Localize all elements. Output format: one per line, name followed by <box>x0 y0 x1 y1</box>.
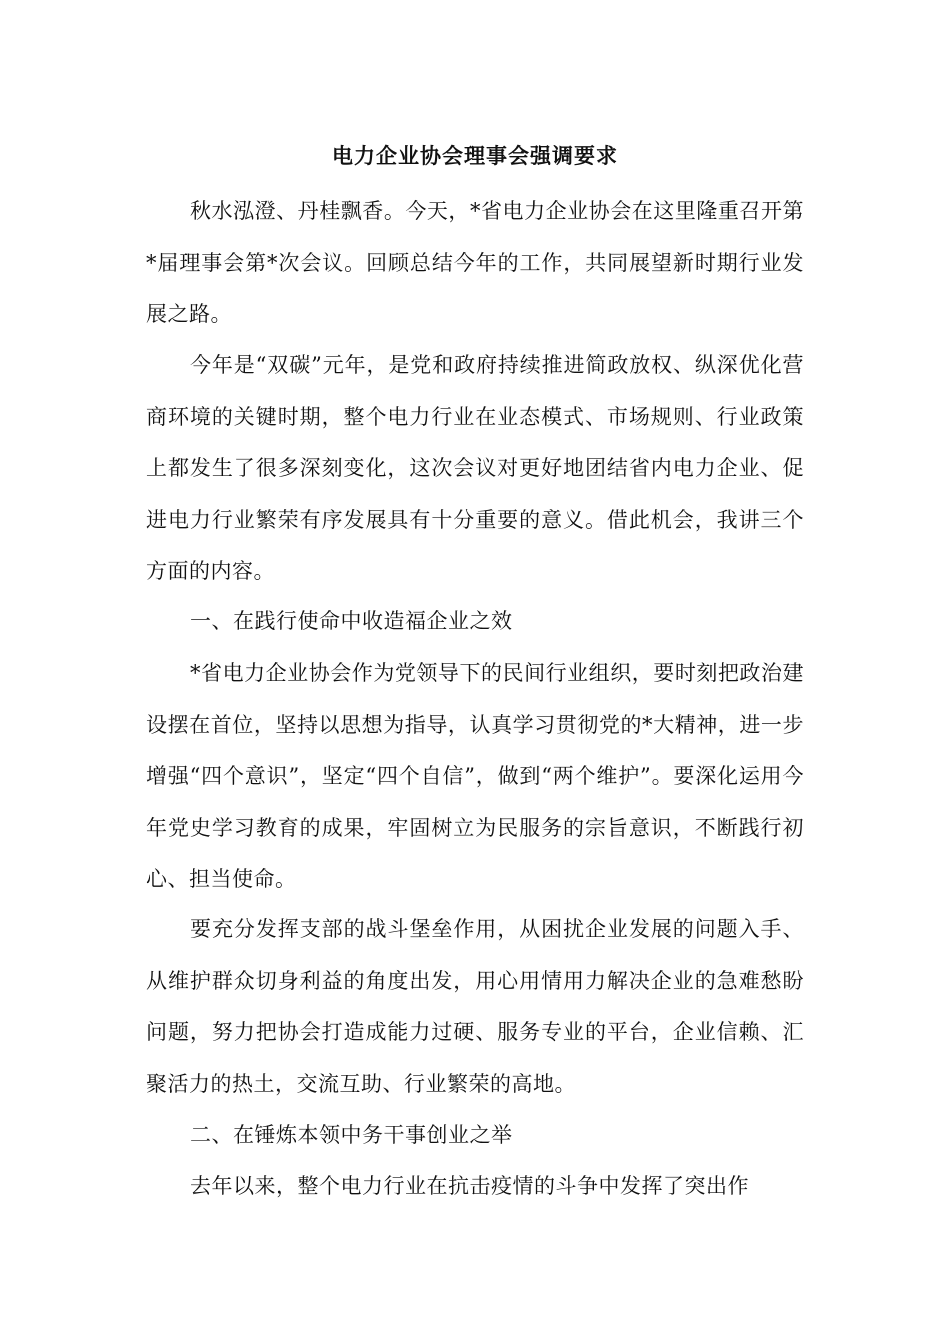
paragraph-background: 今年是“双碳”元年，是党和政府持续推进简政放权、纵深优化营商环境的关键时期，整个电力行业在业态模式、市场规则、行业政策上都发生了很多深刻变化，这次会议对更好地团结省内电力企业、促进电力行业繁荣有序发展具有十分重要的意义。借此机会，我讲三个方面的内容。 <box>146 353 804 583</box>
paragraph-opening: 秋水泓澄、丹桂飘香。今天，*省电力企业协会在这里隆重召开第*届理事会第*次会议。回顾总结今年的工作，共同展望新时期行业发展之路。 <box>146 199 804 326</box>
document-title: 电力企业协会理事会强调要求 <box>332 143 618 168</box>
paragraph-section-1-b: 要充分发挥支部的战斗堡垒作用，从困扰企业发展的问题入手、从维护群众切身利益的角度出发，用心用情用力解决企业的急难愁盼问题，努力把协会打造成能力过硬、服务专业的平台，企业信赖、汇聚活力的热土，交流互助、行业繁荣的高地。 <box>146 917 804 1096</box>
section-heading-2: 二、在锤炼本领中务干事创业之举 <box>190 1123 513 1147</box>
paragraph-section-1-a: *省电力企业协会作为党领导下的民间行业组织，要时刻把政治建设摆在首位，坚持以思想为指导，认真学习贯彻党的*大精神，进一步增强“四个意识”，坚定“四个自信”，做到“两个维护”。要深化运用今年党史学习教育的成果，牢固树立为民服务的宗旨意识，不断践行初心、担当使命。 <box>146 661 804 891</box>
paragraph-section-2-a: 去年以来，整个电力行业在抗击疫情的斗争中发挥了突出作 <box>190 1174 749 1198</box>
section-heading-1: 一、在践行使命中收造福企业之效 <box>190 609 513 633</box>
